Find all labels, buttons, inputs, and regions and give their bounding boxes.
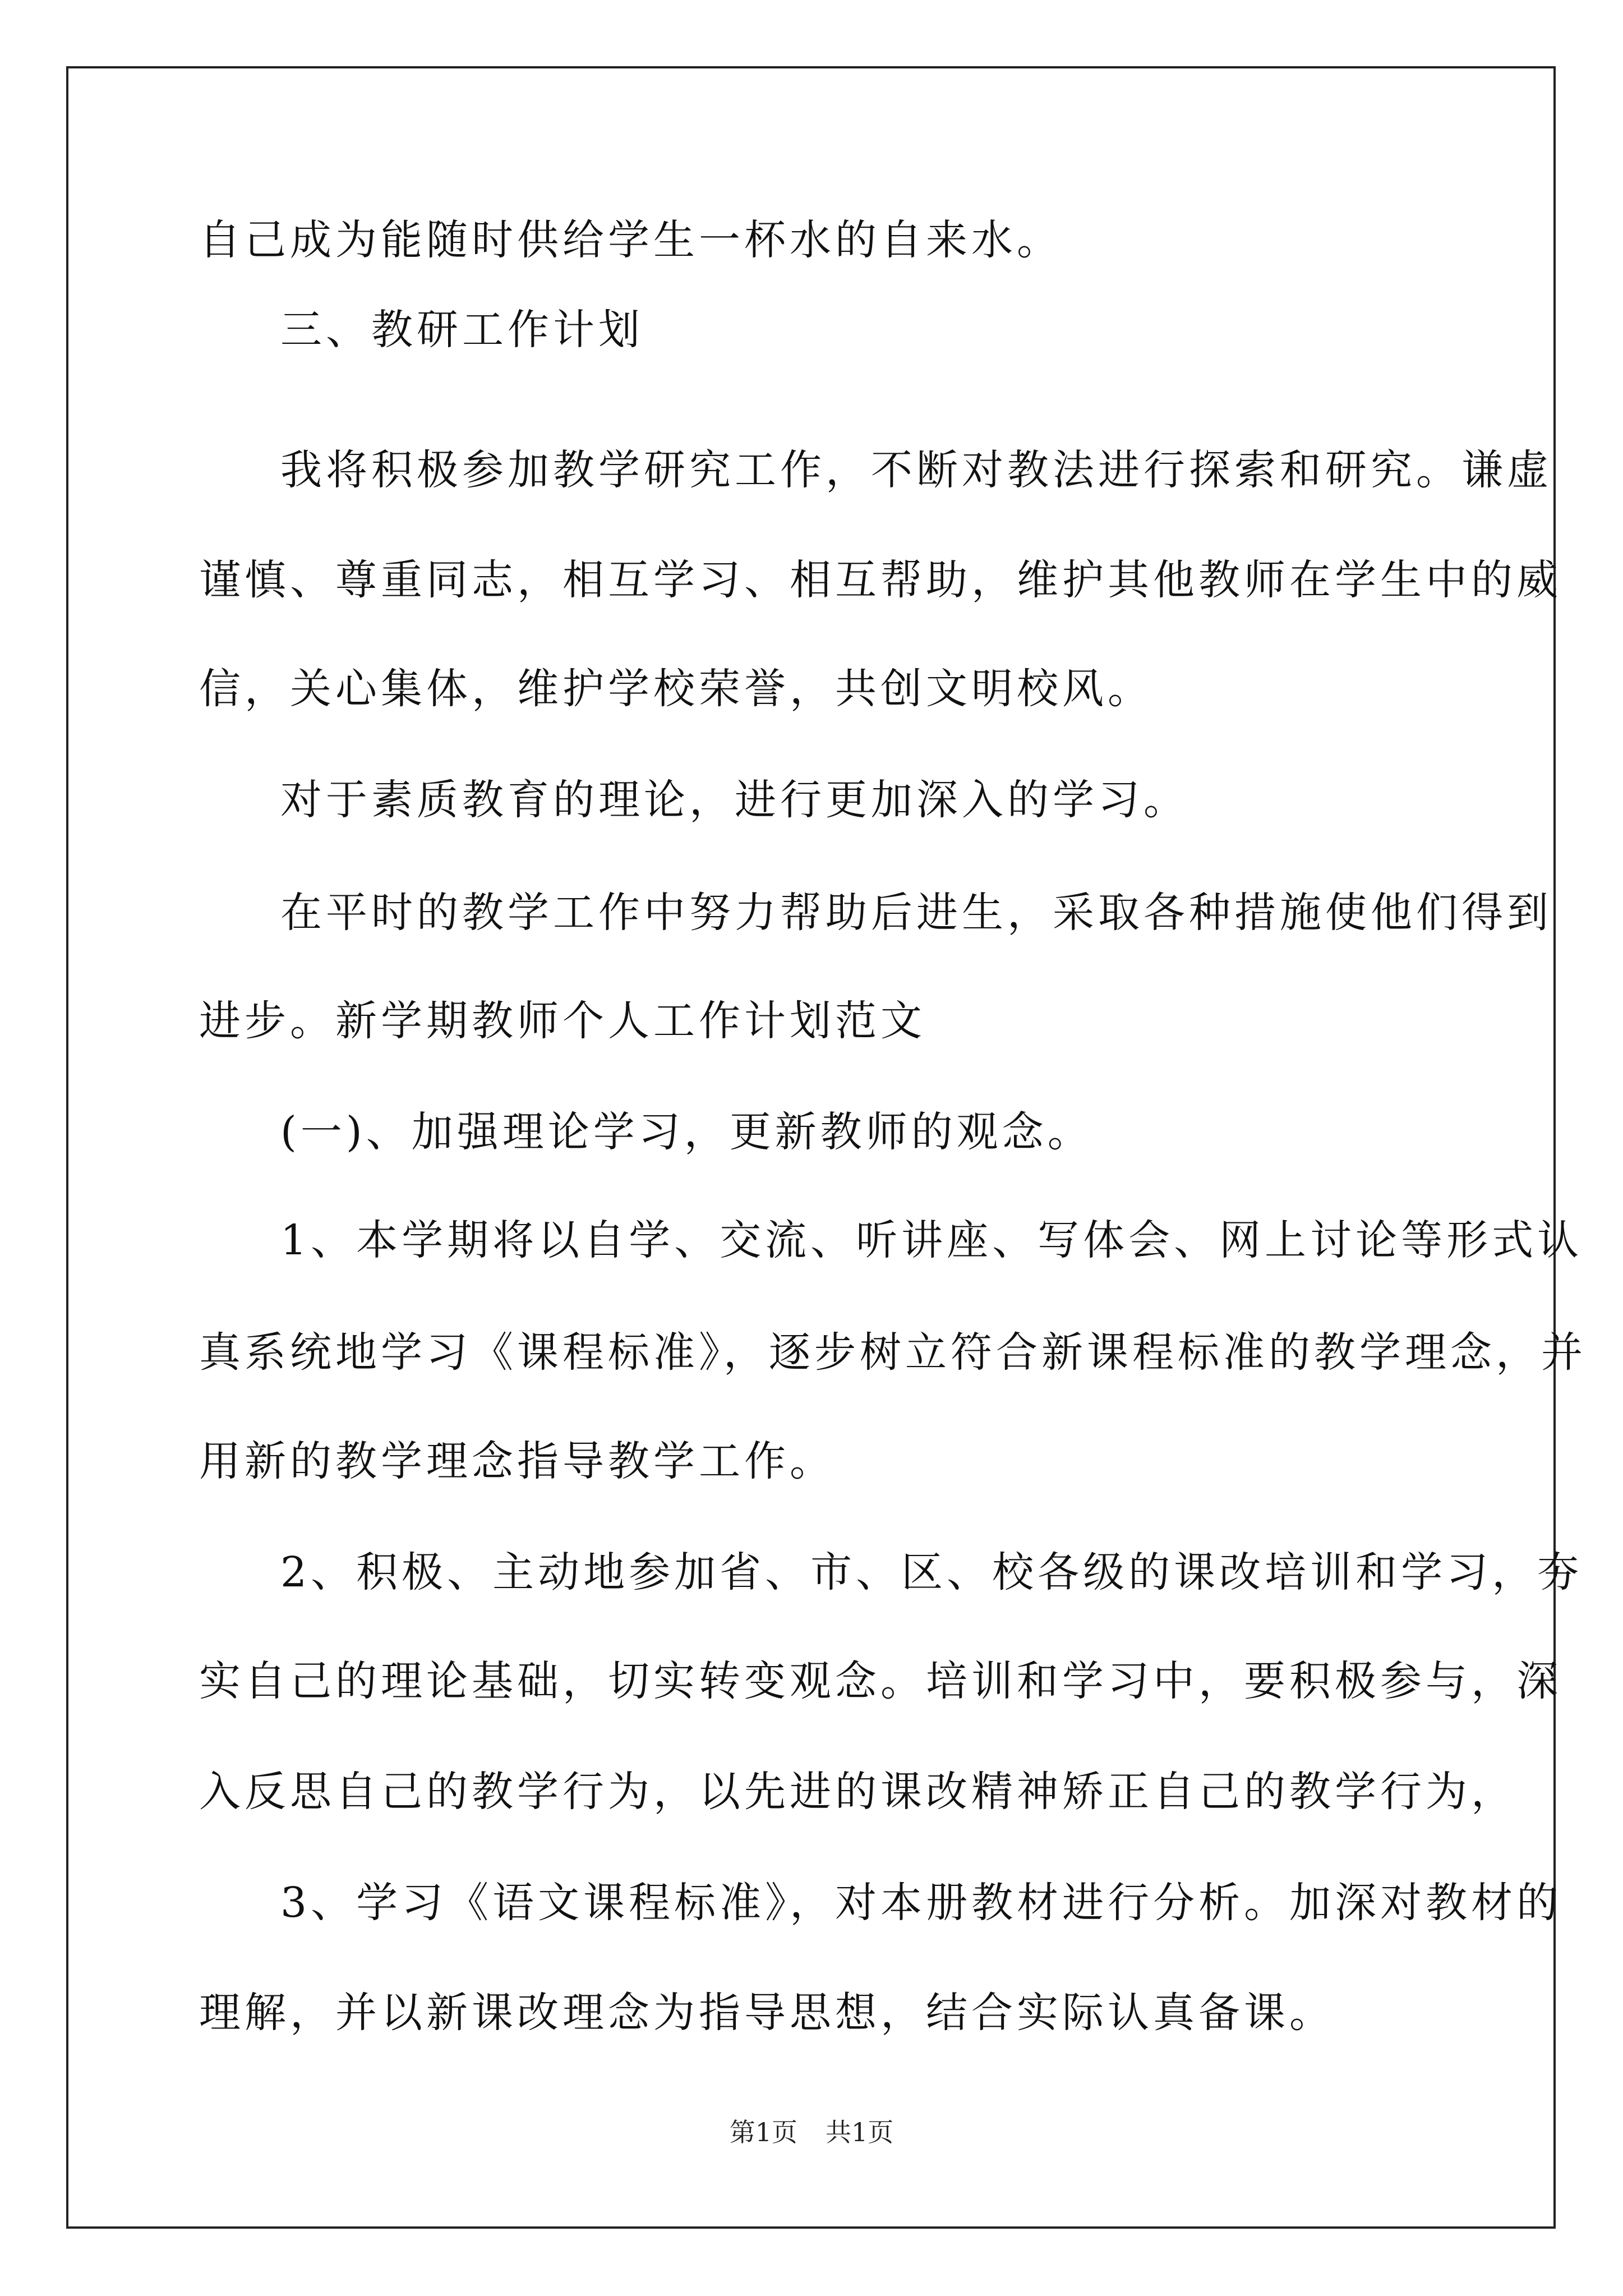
text-line: 2、积极、主动地参加省、市、区、校各级的课改培训和学习，夯 bbox=[280, 1548, 1583, 1596]
text-line: 对于素质教育的理论，进行更加深入的学习。 bbox=[280, 776, 1189, 824]
text-line: 入反思自己的教学行为，以先进的课改精神矫正自己的教学行为， bbox=[199, 1768, 1516, 1816]
page-number-total: 共1页 bbox=[826, 2117, 894, 2147]
text-line: 自己成为能随时供给学生一杯水的自来水。 bbox=[199, 216, 1062, 264]
text-line: 进步。新学期教师个人工作计划范文 bbox=[199, 997, 926, 1045]
text-line: 在平时的教学工作中努力帮助后进生，采取各种措施使他们得到 bbox=[280, 889, 1552, 937]
text-line: 信，关心集体，维护学校荣誉，共创文明校风。 bbox=[199, 665, 1153, 713]
page-number-current: 第1页 bbox=[729, 2117, 797, 2147]
text-line: 实自己的理论基础，切实转变观念。培训和学习中，要积极参与，深 bbox=[199, 1657, 1562, 1705]
text-line: (一)、加强理论学习，更新教师的观念。 bbox=[280, 1108, 1093, 1156]
text-line: 用新的教学理念指导教学工作。 bbox=[199, 1437, 835, 1485]
text-line: 3、学习《语文课程标准》，对本册教材进行分析。加深对教材的 bbox=[280, 1879, 1562, 1927]
section-heading: 三、教研工作计划 bbox=[280, 306, 644, 354]
text-line: 真系统地学习《课程标准》，逐步树立符合新课程标准的教学理念，并 bbox=[199, 1328, 1587, 1377]
text-line: 1、本学期将以自学、交流、听讲座、写体会、网上讨论等形式认 bbox=[280, 1216, 1583, 1264]
page-footer bbox=[0, 2112, 1623, 2149]
text-line: 我将积极参加教学研究工作，不断对教法进行探索和研究。谦虚 bbox=[280, 446, 1552, 494]
text-line: 谨慎、尊重同志，相互学习、相互帮助，维护其他教师在学生中的威 bbox=[199, 556, 1562, 604]
text-line: 理解，并以新课改理念为指导思想，结合实际认真备课。 bbox=[199, 1989, 1335, 2037]
